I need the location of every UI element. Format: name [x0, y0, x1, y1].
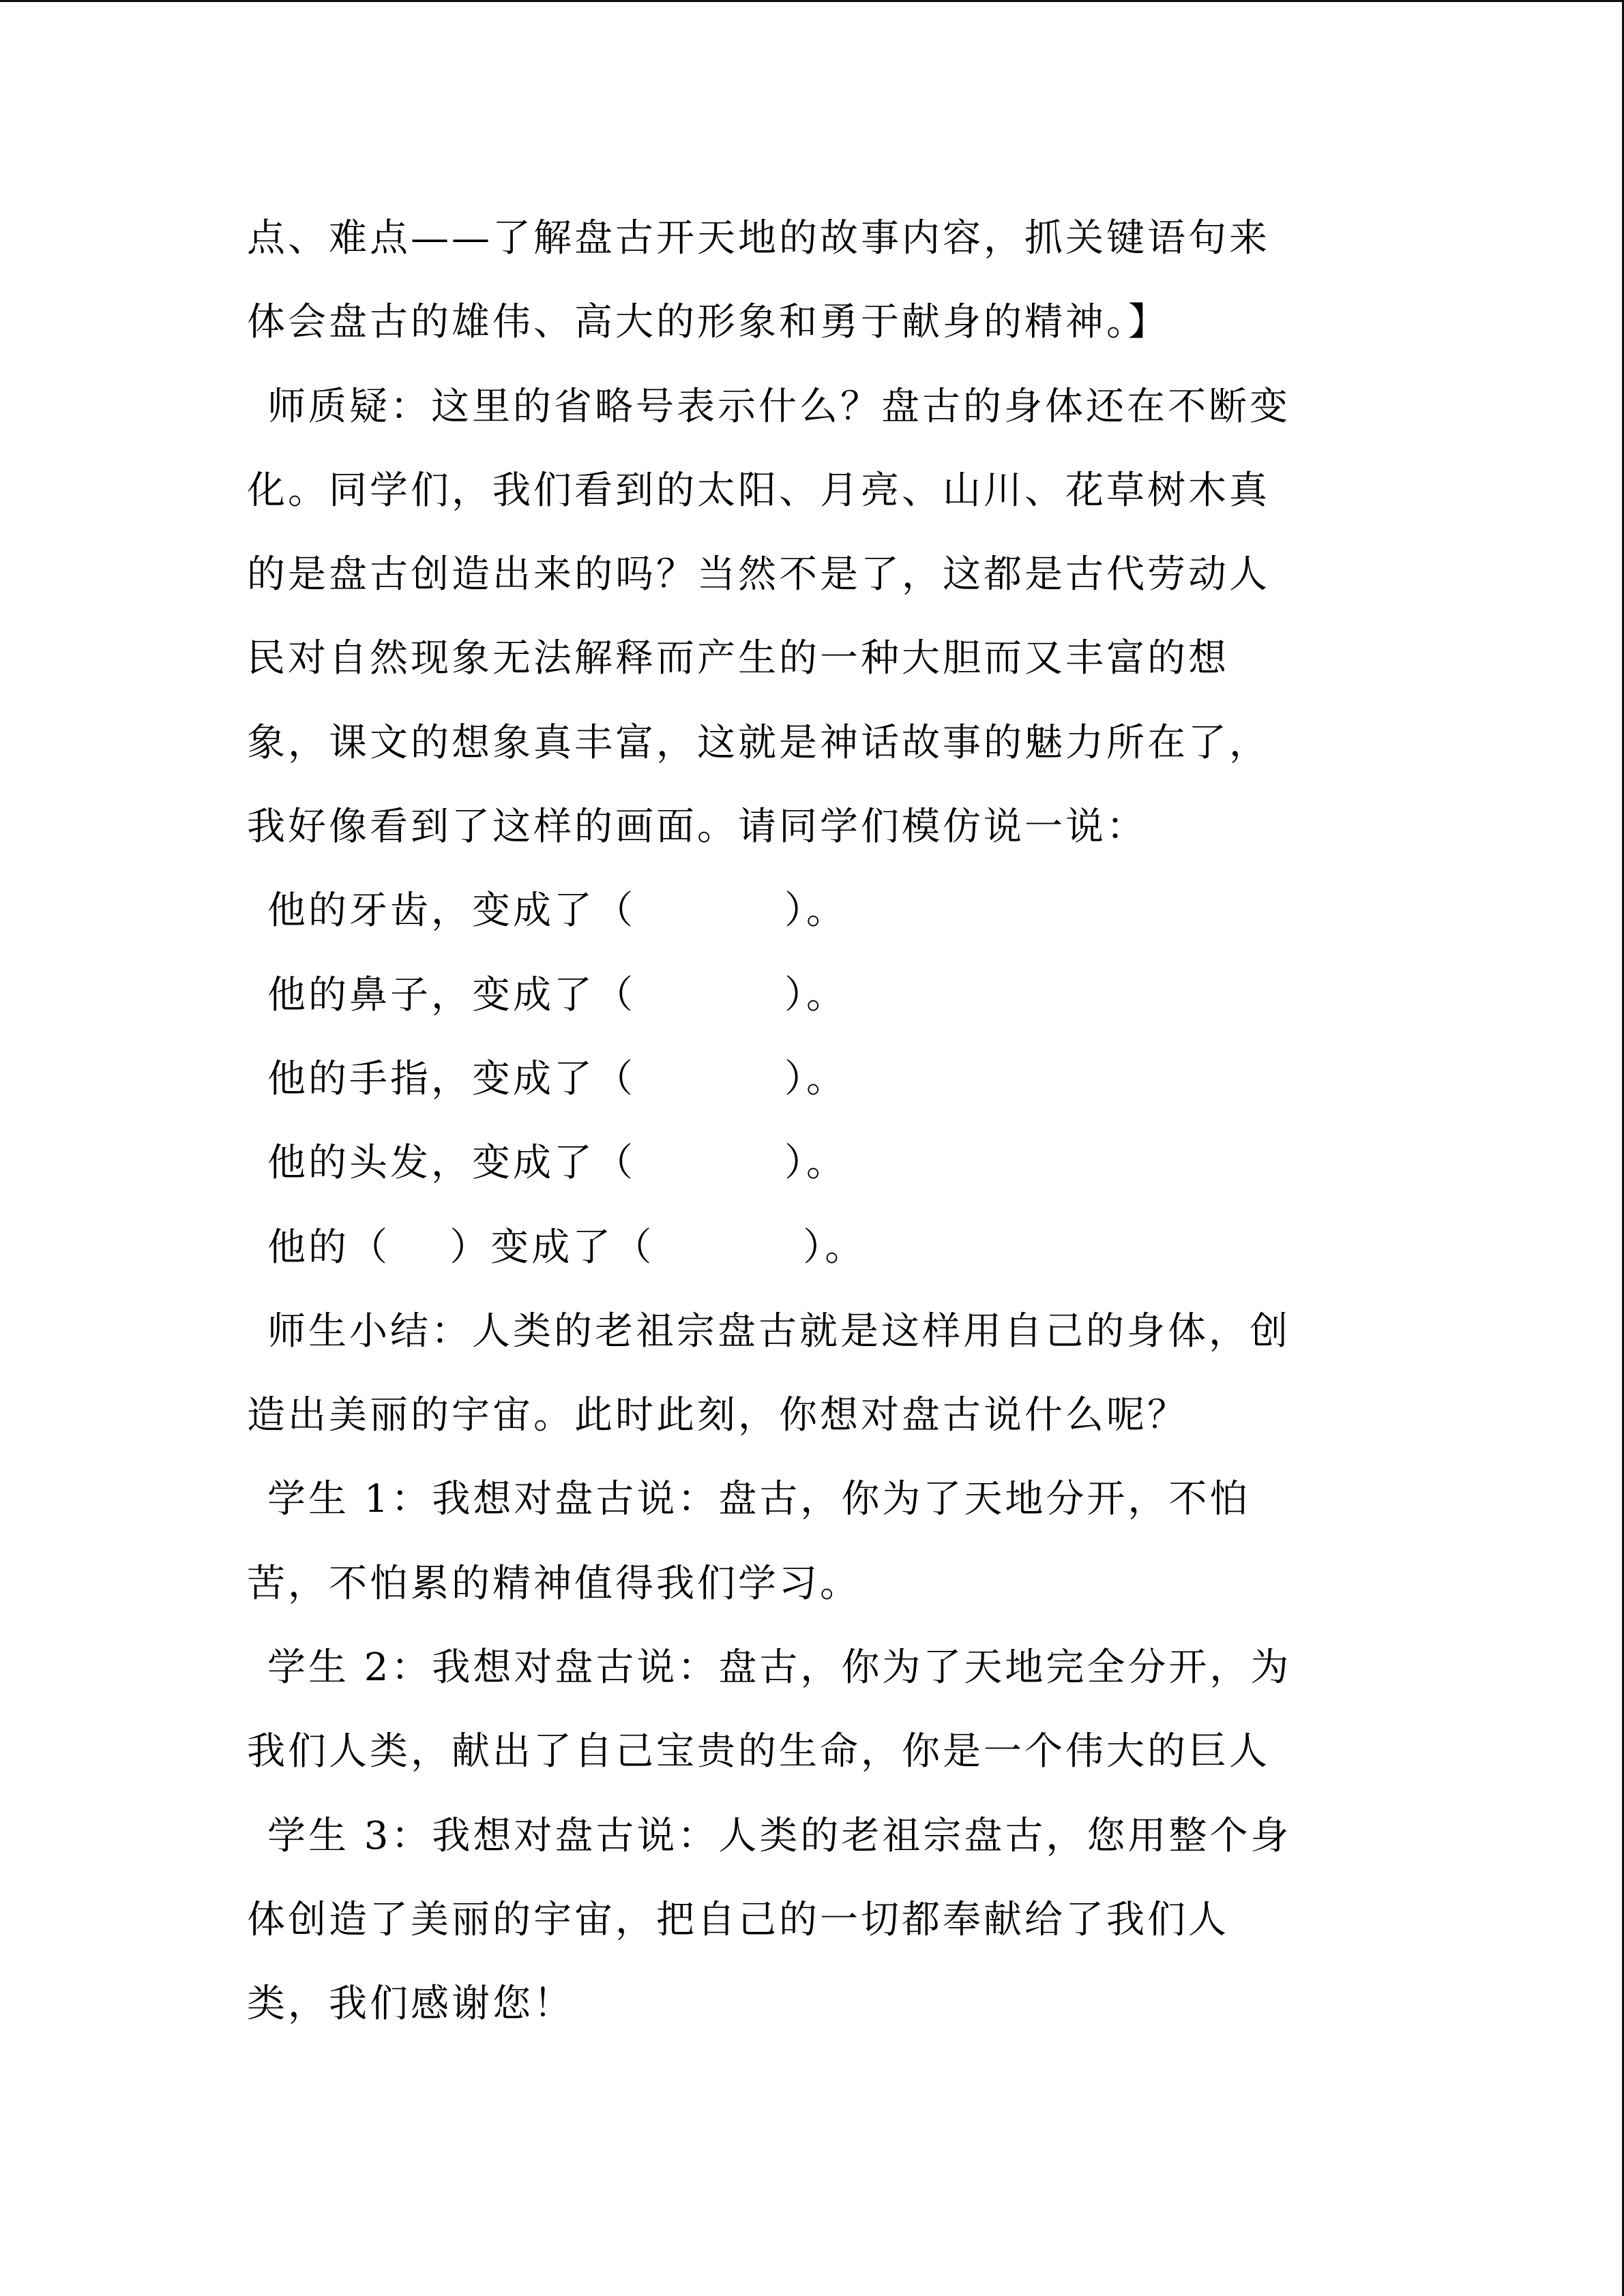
- fill-blank-fingers: 他的手指，变成了（ ）。: [267, 1056, 848, 1101]
- fill-blank-teeth: 他的牙齿，变成了（ ）。: [267, 889, 848, 934]
- fill-blank-hair: 他的头发，变成了（ ）。: [267, 1141, 848, 1186]
- page-border-top: [0, 0, 1624, 2]
- text-line-15: 造出美丽的宇宙。此时此刻，你想对盘古说什么呢？: [247, 1393, 1188, 1438]
- document-page: [247, 213, 1406, 2063]
- teacher-question-paragraph: 师质疑：这里的省略号表示什么？盘古的身体还在不断变: [267, 384, 1290, 429]
- text-line-1: 点、难点——了解盘古开天地的故事内容，抓关键语句来: [247, 216, 1270, 260]
- text-line-8: 我好像看到了这样的画面。请同学们模仿说一说：: [247, 805, 1147, 850]
- student-1-answer: 学生 1：我想对盘古说：盘古，你为了天地分开，不怕: [267, 1477, 1251, 1522]
- fill-blank-nose: 他的鼻子，变成了（ ）。: [267, 972, 848, 1017]
- text-line-6: 民对自然现象无法解释而产生的一种大胆而又丰富的想: [247, 636, 1229, 681]
- text-line-17: 苦，不怕累的精神值得我们学习。: [247, 1561, 861, 1606]
- text-line-4: 化。同学们，我们看到的太阳、月亮、山川、花草树木真: [247, 468, 1270, 513]
- student-3-answer: 学生 3：我想对盘古说：人类的老祖宗盘古，您用整个身: [267, 1813, 1292, 1858]
- fill-blank-open: 他的（ ）变成了（ ）。: [267, 1225, 866, 1270]
- text-line-19: 我们人类，献出了自己宝贵的生命，你是一个伟大的巨人: [247, 1729, 1270, 1774]
- text-line-7: 象，课文的想象真丰富，这就是神话故事的魅力所在了，: [247, 720, 1270, 765]
- text-line-21: 体创造了美丽的宇宙，把自己的一切都奉献给了我们人: [247, 1897, 1229, 1942]
- student-2-answer: 学生 2：我想对盘古说：盘古，你为了天地完全分开，为: [267, 1645, 1292, 1690]
- text-line-5: 的是盘古创造出来的吗？当然不是了，这都是古代劳动人: [247, 552, 1270, 597]
- text-line-22: 类，我们感谢您！: [247, 1982, 574, 2027]
- text-line-2: 体会盘古的雄伟、高大的形象和勇于献身的精神。】: [247, 300, 1169, 345]
- teacher-student-summary: 师生小结：人类的老祖宗盘古就是这样用自己的身体，创: [267, 1309, 1290, 1354]
